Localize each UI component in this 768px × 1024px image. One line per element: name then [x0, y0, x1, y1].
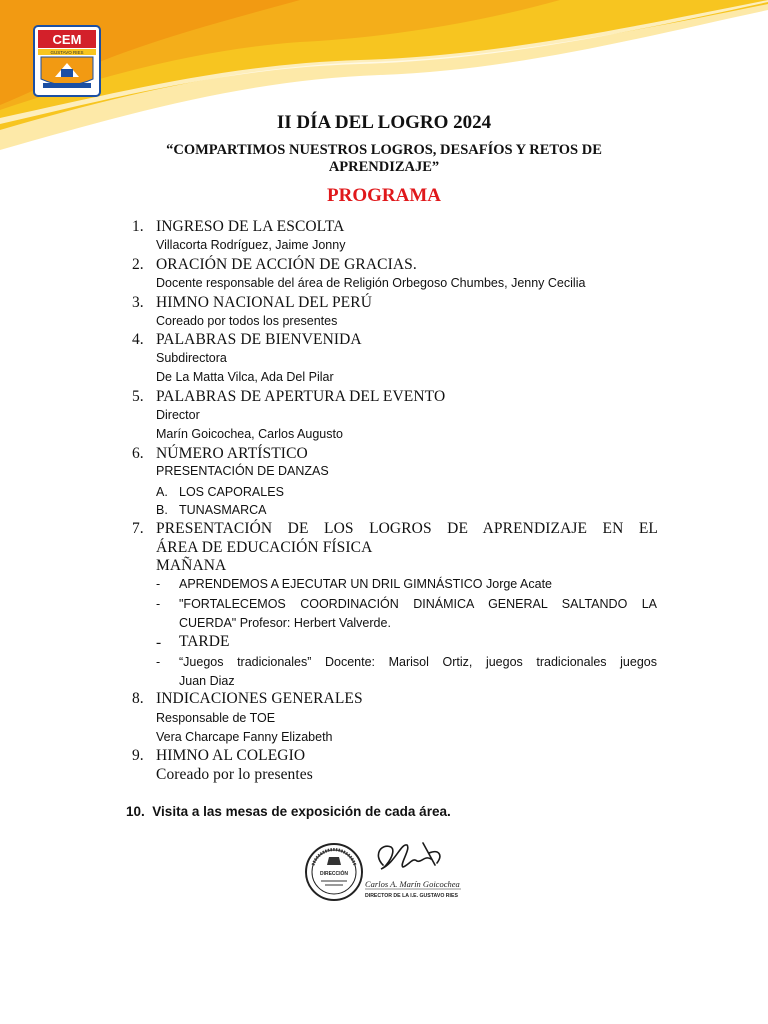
item-detail: Marín Goicochea, Carlos Augusto: [156, 427, 343, 441]
item-title: ORACIÓN DE ACCIÓN DE GRACIAS.: [156, 256, 417, 273]
item-detail: Director: [156, 408, 200, 422]
item-detail: Coreado por todos los presentes: [156, 314, 338, 328]
item-title: NÚMERO ARTÍSTICO: [156, 445, 308, 462]
item-title: INGRESO DE LA ESCOLTA: [156, 218, 345, 235]
event-subtitle: “COMPARTIMOS NUESTROS LOGROS, DESAFÍOS Y RETOS DE APRENDIZAJE”: [166, 142, 602, 175]
item-title-continued: ÁREA DE EDUCACIÓN FÍSICA: [156, 539, 373, 556]
program-heading: PROGRAMA: [327, 185, 441, 206]
item-number: 1.: [132, 218, 144, 235]
logo-letters: CEM: [52, 32, 82, 47]
item-10: [126, 804, 451, 819]
lettered-item: LOS CAPORALES: [179, 485, 284, 499]
handwritten-signature: [378, 843, 439, 869]
item-number: 5.: [132, 388, 144, 405]
item-number: 6.: [132, 445, 144, 462]
item-title: HIMNO NACIONAL DEL PERÚ: [156, 294, 372, 311]
item-detail: Subdirectora: [156, 351, 227, 365]
signatory-name: Carlos A. Marín Goicochea: [365, 879, 460, 889]
item-number: 8.: [132, 690, 144, 707]
item-detail: Coreado por lo presentes: [156, 766, 313, 783]
item-number: 3.: [132, 294, 144, 311]
director-signature-block: [303, 835, 473, 905]
item-number: 10.: [126, 804, 145, 819]
item-number: 9.: [132, 747, 144, 764]
activity-item: "FORTALECEMOS COORDINACIÓN DINÁMICA GENERAL SALTANDO LA: [179, 597, 657, 611]
shift-label: MAÑANA: [156, 557, 227, 574]
logo-ribbon: GUSTAVO RIES: [50, 50, 84, 55]
item-detail: Vera Charcape Fanny Elizabeth: [156, 730, 333, 744]
event-title: II DÍA DEL LOGRO 2024: [276, 112, 492, 133]
official-seal: [306, 844, 362, 900]
item-number: 7.: [132, 520, 144, 537]
item-detail: Villacorta Rodríguez, Jaime Jonny: [156, 238, 346, 252]
activity-item-continued: CUERDA" Profesor: Herbert Valverde.: [179, 616, 391, 630]
item-detail: Docente responsable del área de Religión Orbegoso Chumbes, Jenny Cecilia: [156, 276, 586, 290]
dash-marker: -: [156, 634, 162, 651]
dash-marker: -: [156, 655, 161, 669]
dash-marker: -: [156, 577, 161, 591]
lettered-marker: A.: [156, 485, 168, 499]
signatory-role: DIRECTOR DE LA I.E. GUSTAVO RIES: [365, 893, 458, 899]
item-number: 2.: [132, 256, 144, 273]
item-detail: Responsable de TOE: [156, 711, 276, 725]
item-title: HIMNO AL COLEGIO: [156, 747, 306, 764]
item-title: INDICACIONES GENERALES: [156, 690, 363, 707]
seal-text: DIRECCIÓN: [319, 871, 349, 877]
item-title: PRESENTACIÓN DE LOS LOGROS DE APRENDIZAJE EN EL: [156, 520, 658, 537]
item-title: PALABRAS DE BIENVENIDA: [156, 331, 362, 348]
dash-marker: -: [156, 597, 161, 611]
lettered-item: TUNASMARCA: [179, 503, 267, 517]
activity-item: APRENDEMOS A EJECUTAR UN DRIL GIMNÁSTICO Jorge Acate: [179, 577, 553, 591]
shift-label: TARDE: [179, 633, 230, 650]
item-title: PALABRAS DE APERTURA DEL EVENTO: [156, 388, 446, 405]
item-number: 4.: [132, 331, 144, 348]
lettered-marker: B.: [156, 503, 168, 517]
activity-item-continued: Juan Diaz: [179, 674, 235, 688]
item-title: Visita a las mesas de exposición de cada área.: [152, 804, 451, 819]
item-detail: De La Matta Vilca, Ada Del Pilar: [156, 370, 334, 384]
item-detail: PRESENTACIÓN DE DANZAS: [156, 464, 329, 478]
activity-item: “Juegos tradicionales” Docente: Marisol Ortiz, juegos tradicionales juegos: [179, 655, 657, 669]
